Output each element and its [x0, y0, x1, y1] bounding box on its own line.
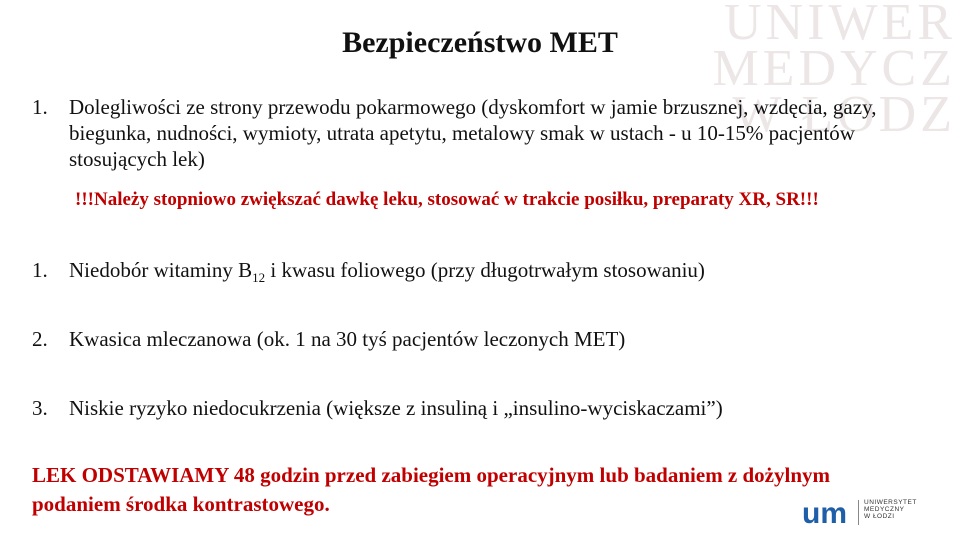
- discontinuation-note: LEK ODSTAWIAMY 48 godzin przed zabiegiem operacyjnym lub badaniem z dożylnym podaniem środka kontrastowego.: [32, 463, 831, 516]
- list-number: 1.: [32, 258, 48, 282]
- logo-text: UNIWERSYTET MEDYCZNY W ŁODZI: [864, 499, 917, 520]
- list-item-lactic-acidosis: [32, 326, 625, 352]
- list-item-text: Kwasica mleczanowa (ok. 1 na 30 tyś pacjentów leczonych MET): [69, 327, 626, 351]
- dosing-warning: !!!Należy stopniowo zwiększać dawkę leku, stosować w trakcie posiłku, preparaty XR, SR!!!: [75, 189, 819, 210]
- university-watermark: UNIWER MEDYCZ W ŁODZ: [712, 0, 956, 143]
- slide-title: Bezpieczeństwo MET: [342, 26, 618, 59]
- university-logo: [802, 497, 942, 529]
- b12-subscript: 12: [252, 270, 266, 286]
- list-item-text: Niedobór witaminy $B_{12}$ i kwasu foliowego (przy długotrwałym stosowaniu): [69, 258, 705, 286]
- list-item-text: Dolegliwości ze strony przewodu pokarmowego (dyskomfort w jamie brzusznej, wzdęcia, gazy, biegunka, nudności, wymioty, utrata apetytu, metalowy smak w ustach - u 10-15% pacjentów stosujących lek): [69, 95, 877, 171]
- um-logo-icon: [802, 497, 856, 529]
- list-item-hypoglycemia: [32, 395, 723, 421]
- list-item-b12-deficiency: [32, 257, 705, 286]
- svg-text:um: um: [802, 497, 847, 529]
- logo-divider: [858, 500, 859, 525]
- list-item-text: Niskie ryzyko niedocukrzenia (większe z insuliną i „insulino-wyciskaczami”): [69, 396, 723, 420]
- list-number: 1.: [32, 95, 48, 119]
- list-number: 2.: [32, 327, 48, 351]
- list-item-gi-symptoms: [32, 94, 937, 172]
- list-number: 3.: [32, 396, 48, 420]
